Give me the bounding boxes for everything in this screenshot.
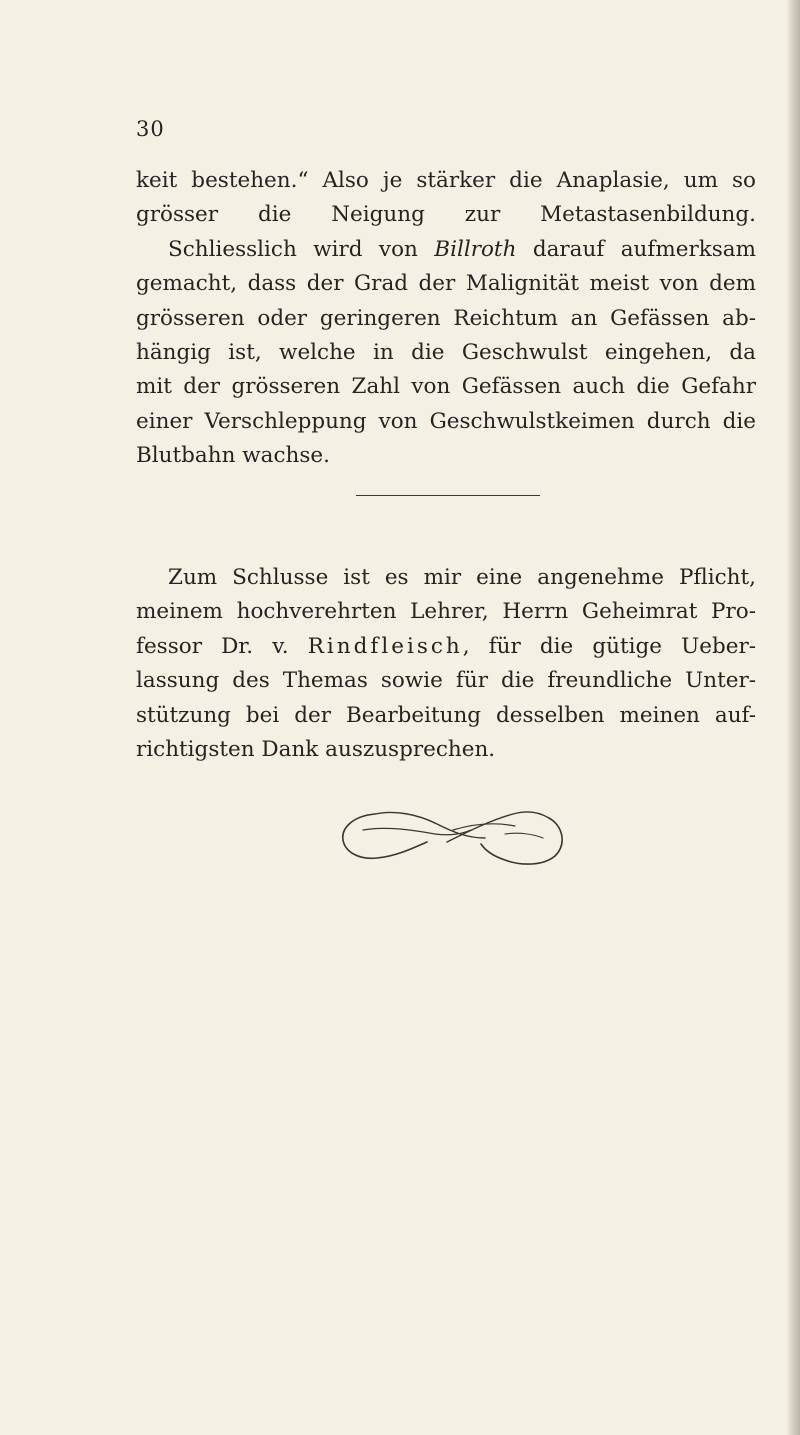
text-line: Blutbahn wachse. — [136, 443, 330, 469]
text-line: einer Verschleppung von Geschwulstkeimen durch die — [136, 408, 756, 434]
text-line — [136, 630, 756, 664]
text-fragment: fessor Dr. v. — [136, 633, 308, 659]
text-line: grösseren oder geringeren Reichtum an Gefässen ab- — [136, 305, 756, 331]
professor-name-rindfleisch: Rindfleisch — [307, 633, 463, 659]
text-fragment: Schliesslich wird von — [168, 236, 435, 262]
text-line: meinem hochverehrten Lehrer, Herrn Geheimrat Pro- — [136, 599, 756, 625]
author-name-billroth: Billroth — [434, 236, 517, 262]
text-line: Zum Schlusse ist es mir eine angenehme Pflicht, — [168, 565, 756, 590]
text-line: grösser die Neigung zur Metastasenbildung. — [136, 202, 756, 228]
text-line: stützung bei der Bearbeitung desselben meinen auf- — [136, 702, 756, 728]
paragraph-acknowledgement — [136, 561, 756, 767]
paragraph-conclusion — [136, 164, 756, 474]
text-line: hängig ist, welche in die Geschwulst eingehen, da — [136, 339, 756, 365]
text-line: mit der grösseren Zahl von Gefässen auch die Gefahr — [136, 374, 756, 400]
text-line: keit bestehen.“ Also je stärker die Anaplasie, um so — [136, 168, 756, 193]
page-number: 30 — [136, 117, 165, 141]
text-line: gemacht, dass der Grad der Malignität meist von dem — [136, 271, 756, 297]
text-line — [136, 233, 756, 267]
text-line: lassung des Themas sowie für die freundliche Unter- — [136, 668, 756, 694]
section-divider — [356, 495, 540, 496]
ornament-flourish-icon — [335, 804, 573, 868]
text-line: richtigsten Dank auszusprechen. — [136, 736, 496, 762]
text-fragment: , für die gütige Ueber- — [462, 633, 756, 659]
page-edge-shadow — [786, 0, 800, 1435]
text-fragment: darauf aufmerksam — [516, 236, 756, 262]
